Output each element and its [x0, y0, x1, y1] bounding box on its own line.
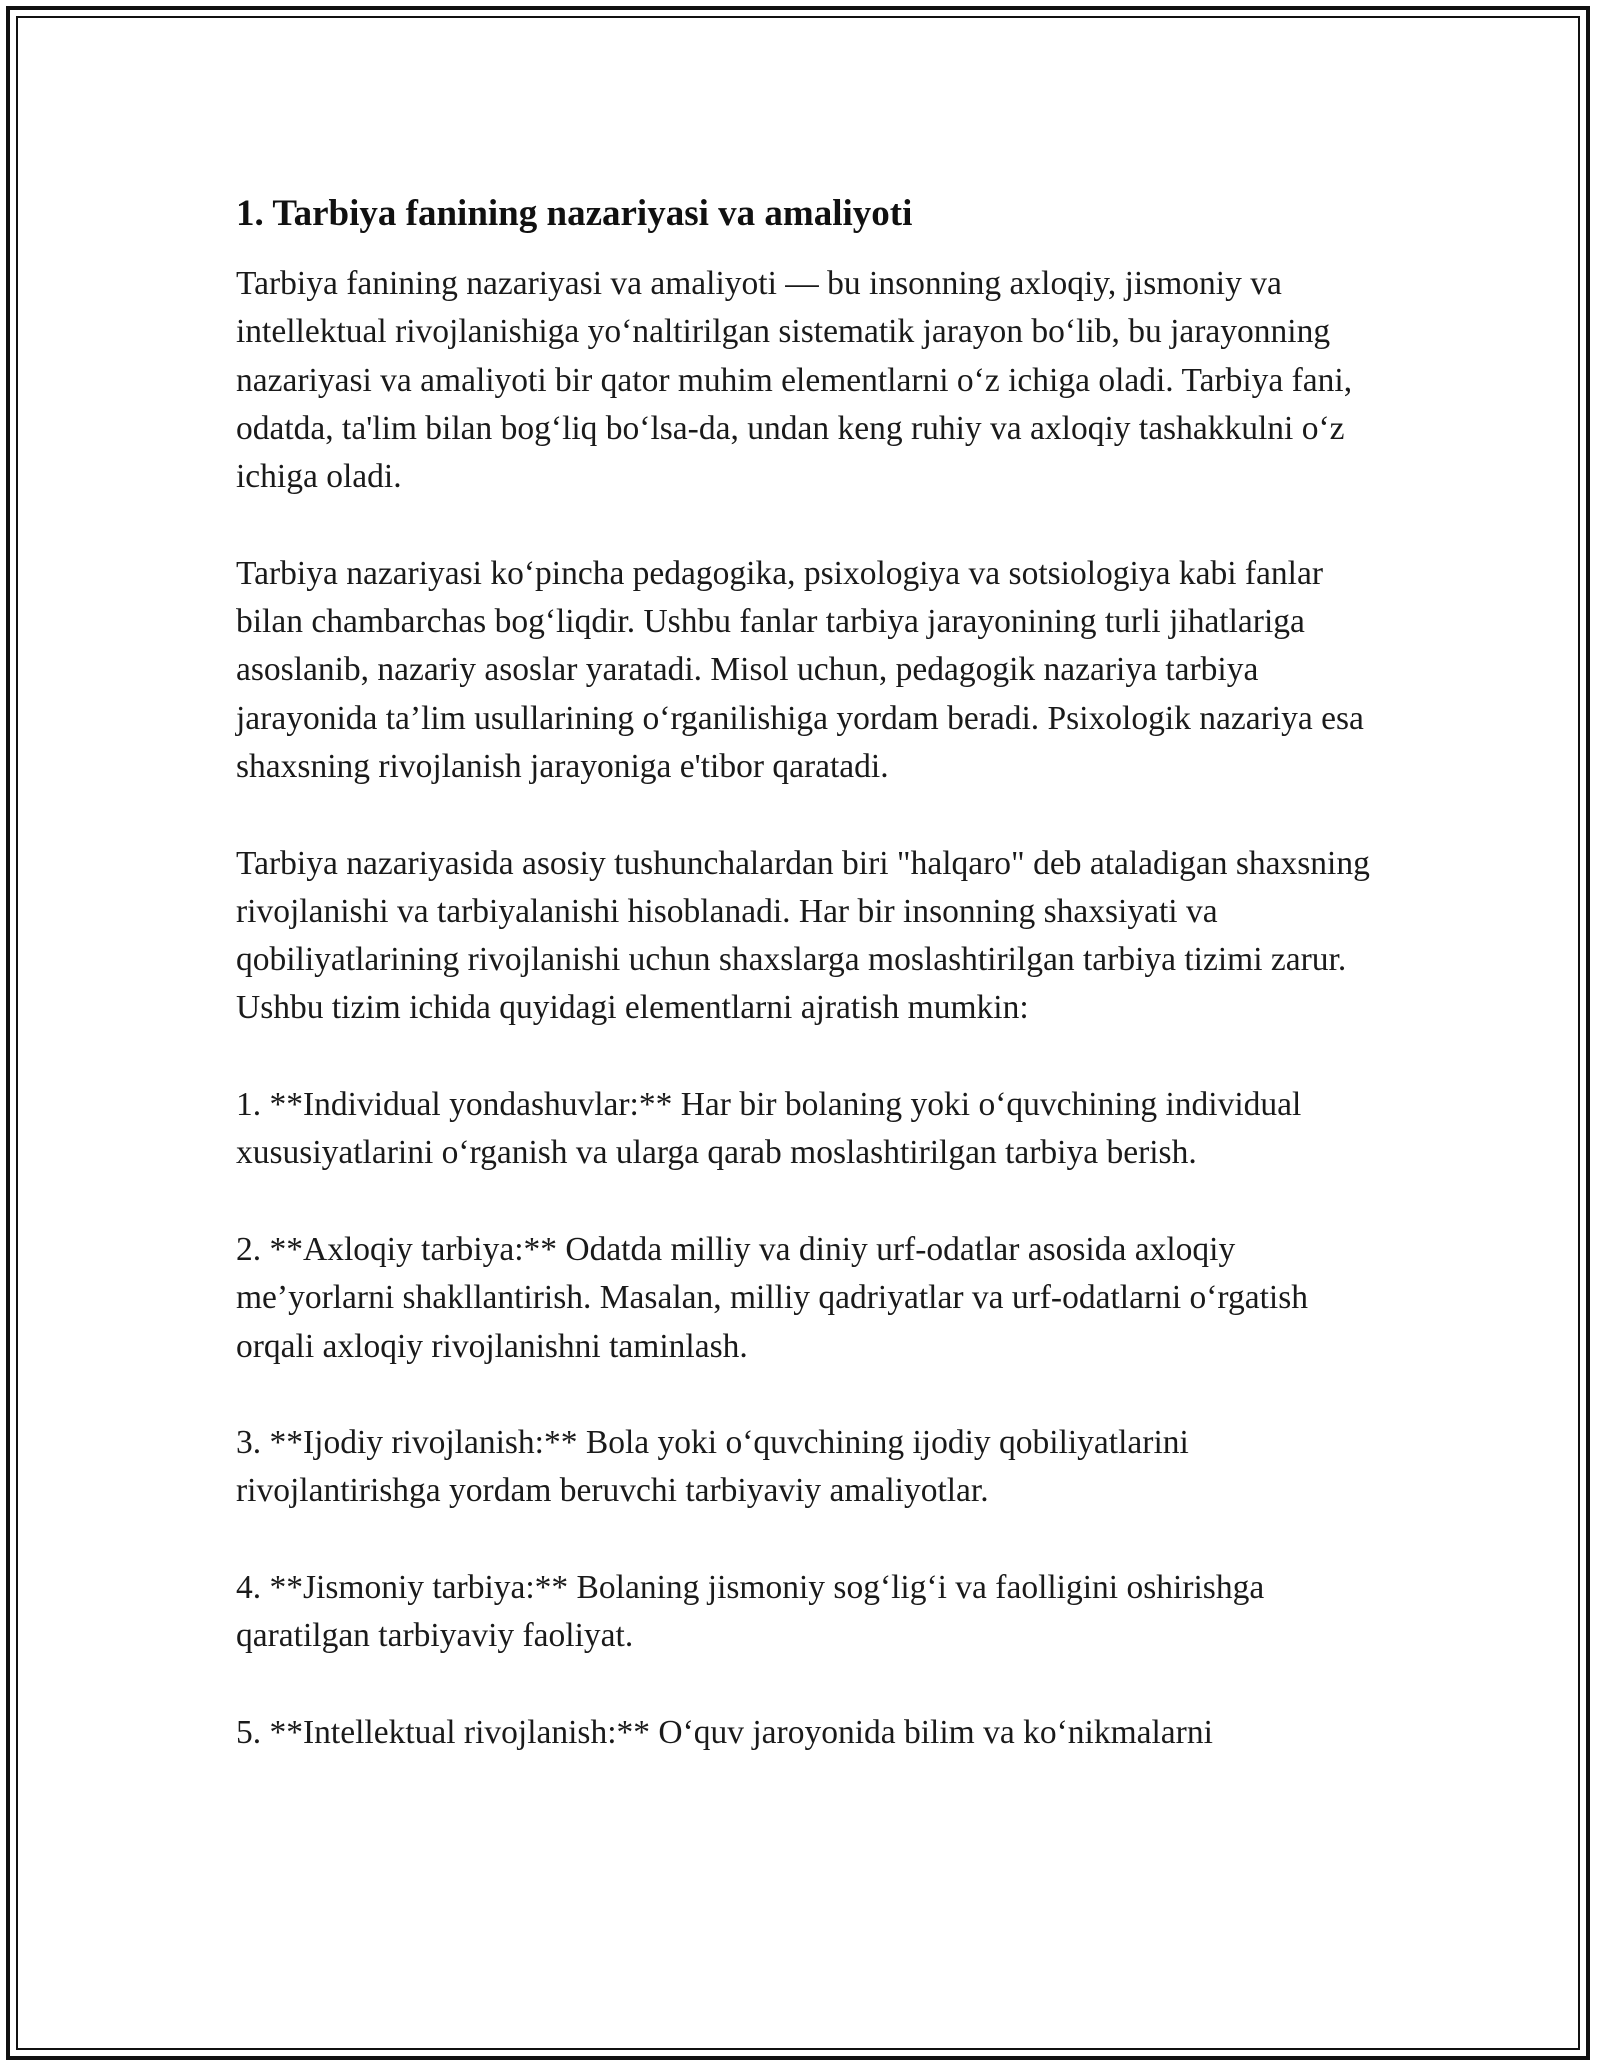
list-item-intellectual: 5. **Intellektual rivojlanish:** O‘quv jaroyonida bilim va ko‘nikmalarni: [236, 1713, 1213, 1751]
paragraph-theory: Tarbiya nazariyasi ko‘pincha pedagogika, psixologiya va sotsiologiya kabi fanlar bilan chambarchas bog‘liqdir. Ushbu fanlar tarbiya jarayonining turli jihatlariga asoslanib, nazariy asoslar yaratadi. Misol uchun, pedagogik nazariya tarbiya jarayonida ta’lim usullarining o‘rganilishiga yordam beradi. Psixologik nazariya esa shaxsning rivojlanish jarayoniga e'tibor qaratadi.: [236, 554, 1364, 785]
list-item-moral: 2. **Axloqiy tarbiya:** Odatda milliy va diniy urf-odatlar asosida axloqiy me’yorlarni shakllantirish. Masalan, milliy qadriyatlar va urf-odatlarni o‘rgatish orqali axloqiy rivojlanishni taminlash.: [236, 1230, 1308, 1365]
list-item-individual: 1. **Individual yondashuvlar:** Har bir bolaning yoki o‘quvchining individual xususiyatlarini o‘rganish va ularga qarab moslashtirilgan tarbiya berish.: [236, 1086, 1302, 1172]
section-heading: 1. Tarbiya fanining nazariyasi va amaliyoti: [236, 193, 913, 234]
paragraph-concepts: Tarbiya nazariyasida asosiy tushunchalardan biri "halqaro" deb ataladigan shaxsning rivojlanishi va tarbiyalanishi hisoblanadi. Har bir insonning shaxsiyati va qobiliyatlarining rivojlanishi uchun shaxslarga moslashtirilgan tarbiya tizimi zarur. Ushbu tizim ichida quyidagi elementlarni ajratish mumkin:: [236, 844, 1370, 1027]
list-item-physical: 4. **Jismoniy tarbiya:** Bolaning jismoniy sog‘lig‘i va faolligini oshirishga qaratilgan tarbiyaviy faoliyat.: [236, 1569, 1265, 1655]
list-item-creative: 3. **Ijodiy rivojlanish:** Bola yoki o‘quvchining ijodiy qobiliyatlarini rivojlantirishga yordam beruvchi tarbiyaviy amaliyotlar.: [236, 1424, 1189, 1510]
paragraph-intro: Tarbiya fanining nazariyasi va amaliyoti — bu insonning axloqiy, jismoniy va intellektual rivojlanishiga yo‘naltirilgan sistematik jarayon bo‘lib, bu jarayonning nazariyasi va amaliyoti bir qator muhim elementlarni o‘z ichiga oladi. Tarbiya fani, odatda, ta'lim bilan bog‘liq bo‘lsa-da, undan keng ruhiy va axloqiy tashakkulni o‘z ichiga oladi.: [236, 265, 1353, 496]
document-body: [236, 190, 1386, 1757]
